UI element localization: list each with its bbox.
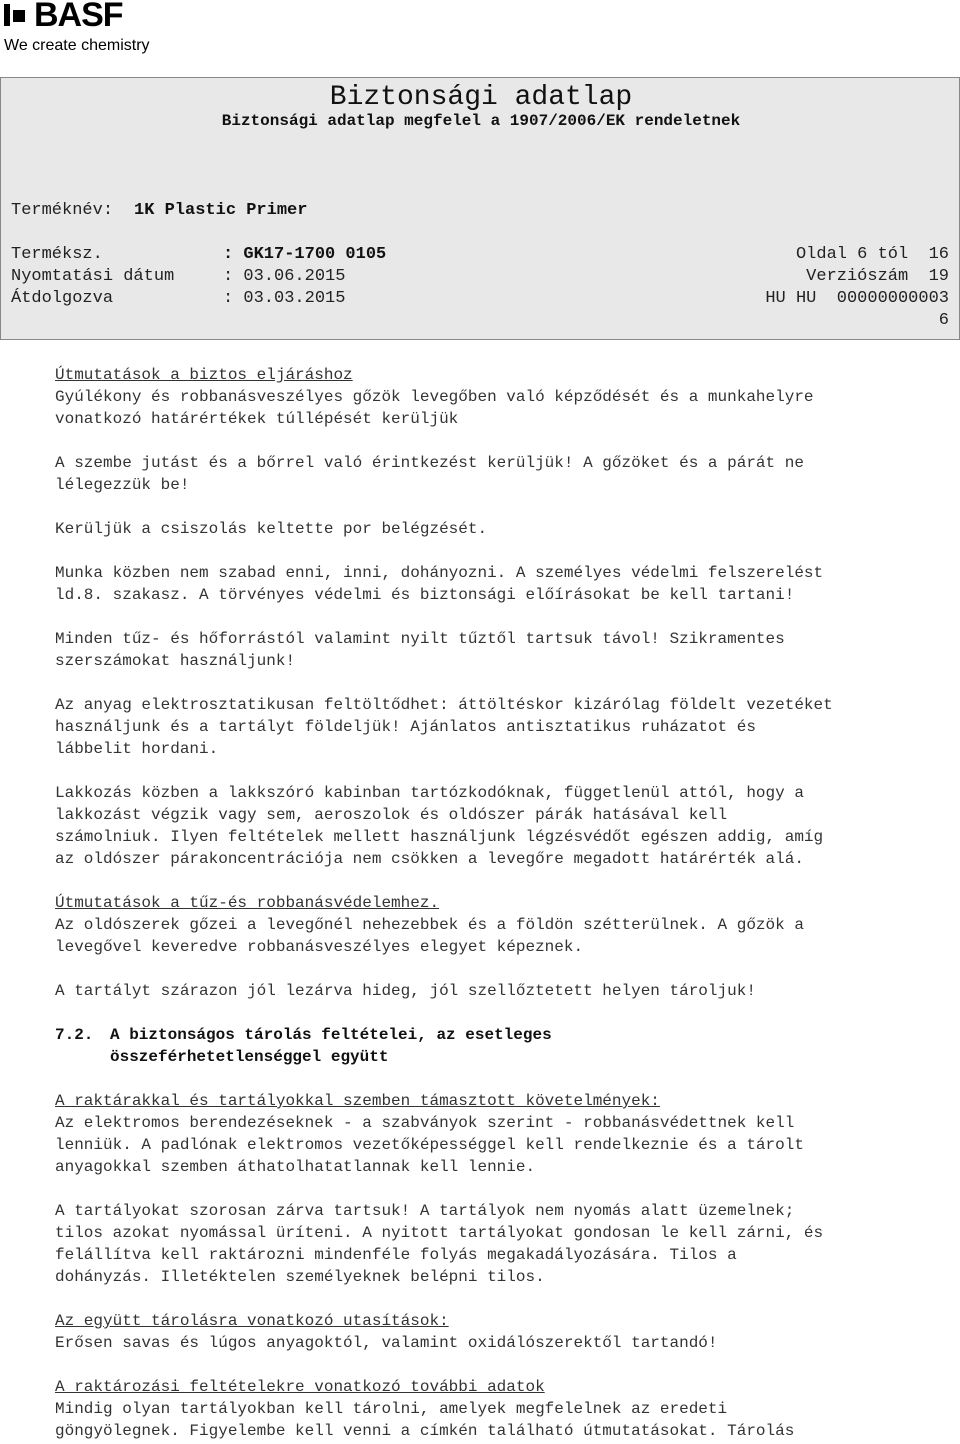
text-line: Az anyag elektrosztatikusan feltöltődhet: áttöltéskor kizárólag földelt vezetéket	[55, 696, 833, 714]
page-subtitle: Biztonsági adatlap megfelel a 1907/2006/EK rendeletnek	[221, 112, 741, 130]
text-line: lélegezzük be!	[55, 476, 190, 494]
text-line: Mindig olyan tartályokban kell tárolni, amelyek megfelelnek az eredeti	[55, 1400, 728, 1418]
print-date-value: : 03.06.2015	[223, 267, 346, 286]
text-line: lábbelit hordani.	[55, 740, 219, 758]
product-label: Terméknév:	[11, 201, 114, 220]
text-line: lenniük. A padlónak elektromos vezetőképességgel kell rendelkeznie és a tárolt	[55, 1136, 804, 1154]
document-id-continued: 6	[938, 311, 949, 330]
text-line: használjunk és a tartályt földeljük! Ajánlatos antisztatikus ruházatot és	[55, 718, 756, 736]
text-line: Az oldószerek gőzei a levegőnél nehezebbek és a földön szétterülnek. A gőzök a	[55, 916, 804, 934]
text-line: Minden tűz- és hőforrástól valamint nyilt tűztől tartsuk távol! Szikramentes	[55, 630, 785, 648]
product-number-value: : GK17-1700 0105	[223, 245, 387, 264]
text-line: A tartályt szárazon jól lezárva hideg, jól szellőztetett helyen tároljuk!	[55, 982, 756, 1000]
text-line: számolniuk. Ilyen feltételek mellett használjunk légzésvédőt egészen addig, amíg	[55, 828, 824, 846]
text-line: felállítva kell raktározni mindenféle folyás megakadályozására. Tilos a	[55, 1246, 737, 1264]
text-line: dohányzás. Illetéktelen személyeknek belépni tilos.	[55, 1268, 545, 1286]
text-line: A szembe jutást és a bőrrel való érintkezést kerüljük! A gőzöket és a párát ne	[55, 454, 804, 472]
product-number-label: Terméksz.	[11, 245, 103, 264]
text-line: Lakkozás közben a lakkszóró kabinban tartózkodóknak, függetlenül attól, hogy a	[55, 784, 804, 802]
text-line: Erősen savas és lúgos anyagoktól, valamint oxidálószerektől tartandó!	[55, 1334, 718, 1352]
text-line: ld.8. szakasz. A törvényes védelmi és biztonsági előírásokat be kell tartani!	[55, 586, 795, 604]
section-title-line: összeférhetetlenséggel együtt	[110, 1048, 389, 1066]
version-number: Verziószám 19	[806, 267, 949, 286]
revised-value: : 03.03.2015	[223, 289, 346, 308]
storage-requirements-heading: A raktárakkal és tartályokkal szemben támasztott követelmények:	[55, 1092, 660, 1110]
print-date-label: Nyomtatási dátum	[11, 267, 175, 286]
section-number: 7.2.	[55, 1026, 94, 1044]
revised-label: Átdolgozva	[11, 289, 114, 308]
section-title	[110, 1024, 552, 1068]
text-line: A tartályokat szorosan zárva tartsuk! A tartályok nem nyomás alatt üzemelnek;	[55, 1202, 795, 1220]
text-line: anyagokkal szemben áthatolhatatlannak kell lennie.	[55, 1158, 536, 1176]
page-number: Oldal 6 tól 16	[795, 245, 949, 264]
text-line: szerszámokat használjunk!	[55, 652, 296, 670]
text-line: Gyúlékony és robbanásveszélyes gőzök levegőben való képződését és a munkahelyre	[55, 388, 814, 406]
text-line: göngyölegnek. Figyelembe kell venni a címkén található útmutatásokat. Tárolás	[55, 1422, 795, 1440]
text-line: az oldószer párakoncentrációja nem csökken a levegőre megadott határérték alá.	[55, 850, 804, 868]
document-header	[0, 77, 960, 340]
text-line: tilos azokat nyomással üríteni. A nyitott tartályokat gondosan le kell zárni, és	[55, 1224, 824, 1242]
brand-tagline: We create chemistry	[4, 37, 150, 54]
page-title: Biztonsági adatlap	[329, 82, 633, 113]
text-line: Kerüljük a csiszolás keltette por belégzését.	[55, 520, 488, 538]
joint-storage-heading: Az együtt tárolásra vonatkozó utasítások:	[55, 1312, 449, 1330]
brand-name: BASF	[34, 0, 123, 34]
text-line: lakkozást végzik vagy sem, aeroszolok és oldószer párák hatásával kell	[55, 806, 728, 824]
text-line: Az elektromos berendezéseknek - a szabványok szerint - robbanásvédettnek kell	[55, 1114, 795, 1132]
text-line: Munka közben nem szabad enni, inni, dohányozni. A személyes védelmi felszerelést	[55, 564, 824, 582]
text-line: levegővel keveredve robbanásveszélyes elegyet képeznek.	[55, 938, 584, 956]
document-body	[55, 364, 955, 1442]
fire-protection-heading: Útmutatások a tűz-és robbanásvédelemhez.	[55, 894, 440, 912]
further-storage-heading: A raktározási feltételekre vonatkozó további adatok	[55, 1378, 545, 1396]
text-line: vonatkozó határértékek túllépését kerüljük	[55, 410, 459, 428]
document-id: HU HU 00000000003	[765, 289, 949, 308]
section-title-line: A biztonságos tárolás feltételei, az esetleges	[110, 1026, 552, 1044]
safe-handling-heading: Útmutatások a biztos eljáráshoz	[55, 366, 353, 384]
product-name: 1K Plastic Primer	[134, 201, 308, 220]
section-heading	[55, 1024, 955, 1068]
basf-logo-mark-icon	[4, 4, 30, 26]
